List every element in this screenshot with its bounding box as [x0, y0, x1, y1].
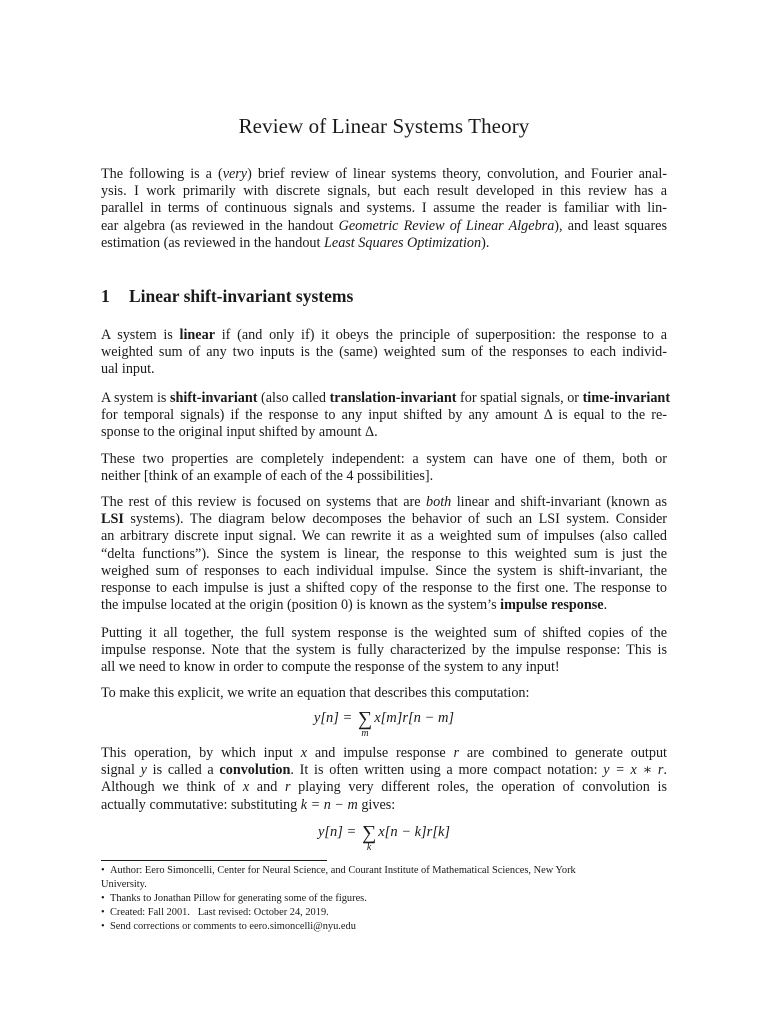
paragraph-lsi: The rest of this review is focused on systems that are both linear and shift-invariant (known as LSI systems). The diagram below decomposes the behavior of such an LSI system. Consider an arbitrary discrete input signal. We can rewrite it as a weighted sum of impulses (also called “delta functions”). Since the system is linear, the response to this weighted sum is just the weighed sum of responses to each individual impulse. Since the system is shift-invariant, the response to each impulse is just a shifted copy of the response to the first one. The response to the impulse located at the origin (position 0) is known as the system’s impulse response. [101, 494, 667, 614]
paragraph-convolution: This operation, by which input x and impulse response r are combined to generate output signal y is called a convolution. It is often written using a more compact notation: y = x ∗ r. Although we think of x and r playing very different roles, the operation of convolution is actually commutative: substituting k = n − m gives: [101, 745, 667, 813]
paragraph-explicit: To make this explicit, we write an equation that describes this computation: [101, 685, 530, 701]
footnote-contact: • Send corrections or comments to eero.simoncelli@nyu.edu [101, 921, 356, 932]
footnote-author: • Author: Eero Simoncelli, Center for Neural Science, and Courant Institute of Mathematical Sciences, New York [101, 865, 576, 876]
paragraph-together: Putting it all together, the full system response is the weighted sum of shifted copies of the impulse response. Note that the system is fully characterized by the impulse response: This is all we need to know in order to compute the response of the system to any input! [101, 625, 667, 676]
footnote-divider [101, 860, 327, 861]
intro-paragraph: The following is a (very) brief review of linear systems theory, convolution, and Fourier anal- ysis. I work primarily with discrete signals, but each result developed in this review has a parallel in terms of continuous signals and systems. I assume the reader is familiar with lin- ear algebra (as reviewed in the handout Geometric Review of Linear Algebra), and least squares estimation (as reviewed in the handout Least Squares Optimization). [101, 166, 667, 251]
paragraph-shift-invariant: A system is shift-invariant (also called translation-invariant for spatial signals, or time-invariant for temporal signals) if the response to any input shifted by any amount Δ is equal to the re- sponse to the original input shifted by amount Δ. [101, 390, 671, 441]
paragraph-linear: A system is linear if (and only if) it obeys the principle of superposition: the response to a weighted sum of any two inputs is the (same) weighted sum of the responses to each individ- ual input. [101, 327, 667, 378]
footnote-thanks: • Thanks to Jonathan Pillow for generating some of the figures. [101, 893, 367, 904]
section-heading: 1 Linear shift-invariant systems [101, 286, 354, 306]
paragraph-independent: These two properties are completely independent: a system can have one of them, both or neither [think of an example of each of the 4 possibilities]. [101, 451, 667, 485]
footnote-dates: • Created: Fall 2001. Last revised: October 24, 2019. [101, 907, 329, 918]
equation-commutative: y[n] = ∑ k x[n − k]r[k] [317, 822, 451, 853]
page-title: Review of Linear Systems Theory [238, 114, 530, 138]
footnotes: • Author: Eero Simoncelli, Center for Neural Science, and Courant Institute of Mathematical Sciences, New York University. • Thanks to Jonathan Pillow for generating some of the figures. • Created: Fall 2001. Last revised: October 24, 2019. • Send corrections or comments to eero.simoncelli@nyu.edu [101, 864, 667, 934]
equation-convolution: y[n] = ∑ m x[m]r[n − m] [313, 708, 455, 739]
